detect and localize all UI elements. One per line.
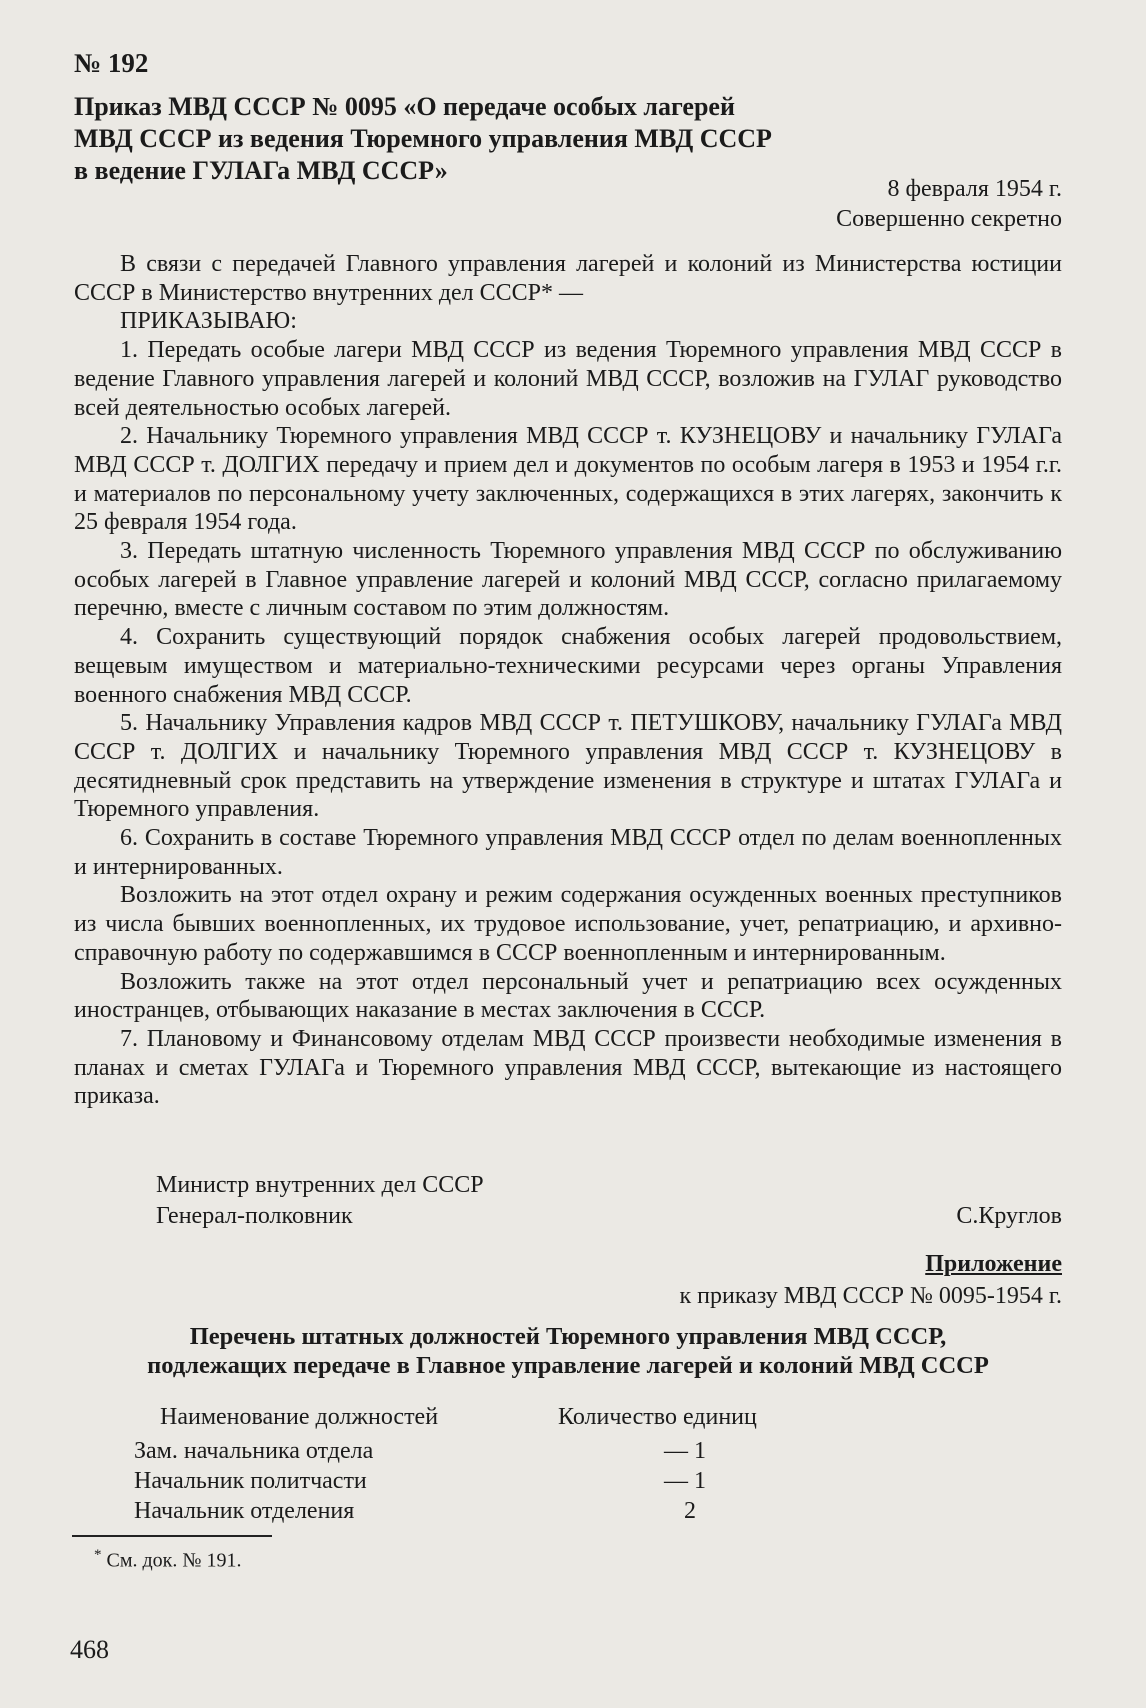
order-body bbox=[74, 250, 1062, 1111]
title-line: в ведение ГУЛАГа МВД СССР» bbox=[74, 156, 448, 185]
position-name: Начальник политчасти bbox=[134, 1468, 367, 1494]
table-row bbox=[134, 1468, 706, 1498]
document-number: № 192 bbox=[74, 48, 149, 78]
classification-stamp: Совершенно секретно bbox=[836, 206, 1062, 232]
paragraph-order-word: ПРИКАЗЫВАЮ: bbox=[120, 308, 297, 335]
table-row bbox=[134, 1438, 706, 1468]
appendix-title bbox=[74, 1322, 1062, 1380]
paragraph: 4. Сохранить существующий порядок снабжения особых лагерей продовольствием, вещевым имуществом и материально-техническими ресурсами через органы Управления военного снабжения МВД СССР. bbox=[74, 624, 1062, 708]
table-header bbox=[160, 1404, 757, 1434]
signatory-name: С.Круглов bbox=[956, 1203, 1062, 1229]
paragraph: В связи с передачей Главного управления лагерей и колоний из Министерства юстиции СССР в Министерство внутренних дел СССР* — bbox=[74, 251, 1062, 306]
position-count: — 1 bbox=[664, 1438, 706, 1464]
appendix-title-line: подлежащих передаче в Главное управление лагерей и колоний МВД СССР bbox=[147, 1352, 989, 1379]
paragraph: 2. Начальнику Тюремного управления МВД СССР т. КУЗНЕЦОВУ и начальнику ГУЛАГа МВД СССР т. ДОЛГИХ передачу и прием дел и документов по особым лагеря в 1953 и 1954 г.г. и материалов по персональному учету заключенных, содержащихся в этих лагерях, закончить к 25 февраля 1954 года. bbox=[74, 423, 1062, 536]
appendix-label: Приложение bbox=[925, 1251, 1062, 1277]
column-header-name: Наименование должностей bbox=[160, 1404, 439, 1430]
position-count: 2 bbox=[684, 1498, 696, 1524]
column-header-count: Количество единиц bbox=[558, 1404, 757, 1430]
paragraph: 5. Начальнику Управления кадров МВД СССР т. ПЕТУШКОВУ, начальнику ГУЛАГа МВД СССР т. ДОЛГИХ и начальнику Тюремного управления МВД СССР т. КУЗНЕЦОВУ в десятидневный срок представить на утверждение изменения в структуре и штатах ГУЛАГа и Тюремного управления. bbox=[74, 710, 1062, 823]
paragraph: Возложить на этот отдел охрану и режим содержания осужденных военных преступников из числа бывших военнопленных, их трудовое использование, учет, репатриацию, и архивно-справочную работу по содержавшимся в СССР военнопленным и интернированным. bbox=[74, 882, 1062, 966]
paragraph: 3. Передать штатную численность Тюремного управления МВД СССР по обслуживанию особых лагерей в Главное управление лагерей и колоний МВД СССР, согласно прилагаемому перечню, вместе с личным составом по этим должностям. bbox=[74, 538, 1062, 622]
page-number: 468 bbox=[70, 1635, 109, 1664]
signatory-rank: Генерал-полковник bbox=[156, 1203, 353, 1229]
appendix-title-line: Перечень штатных должностей Тюремного управления МВД СССР, bbox=[189, 1323, 947, 1350]
paragraph: Возложить также на этот отдел персональный учет и репатриацию всех осужденных иностранцев, отбывающих наказание в местах заключения в СССР. bbox=[74, 968, 1062, 1024]
table-row bbox=[134, 1498, 694, 1528]
paragraph: 1. Передать особые лагери МВД СССР из ведения Тюремного управления МВД СССР в ведение Главного управления лагерей и колоний МВД СССР, возложив на ГУЛАГ руководство всей деятельностью особых лагерей. bbox=[74, 337, 1062, 421]
position-count: — 1 bbox=[664, 1468, 706, 1494]
footnote bbox=[94, 1547, 241, 1573]
position-name: Зам. начальника отдела bbox=[134, 1438, 374, 1464]
title-line: МВД СССР из ведения Тюремного управления МВД СССР bbox=[74, 124, 772, 153]
title-line: Приказ МВД СССР № 0095 «О передаче особых лагерей bbox=[74, 92, 735, 121]
position-name: Начальник отделения bbox=[134, 1498, 355, 1524]
footnote-marker: * bbox=[94, 1547, 102, 1563]
paragraph: 7. Плановому и Финансовому отделам МВД СССР произвести необходимые изменения в планах и сметах ГУЛАГа и Тюремного управления МВД СССР, вытекающие из настоящего приказа. bbox=[74, 1025, 1062, 1110]
document-date: 8 февраля 1954 г. bbox=[887, 176, 1062, 202]
signatory-position: Министр внутренних дел СССР bbox=[156, 1172, 484, 1198]
appendix-reference: к приказу МВД СССР № 0095-1954 г. bbox=[679, 1283, 1062, 1309]
document-title bbox=[74, 91, 1024, 187]
footnote-text: См. док. № 191. bbox=[106, 1549, 242, 1572]
paragraph: 6. Сохранить в составе Тюремного управления МВД СССР отдел по делам военнопленных и интернированных. bbox=[74, 825, 1062, 880]
footnote-divider bbox=[72, 1535, 272, 1537]
